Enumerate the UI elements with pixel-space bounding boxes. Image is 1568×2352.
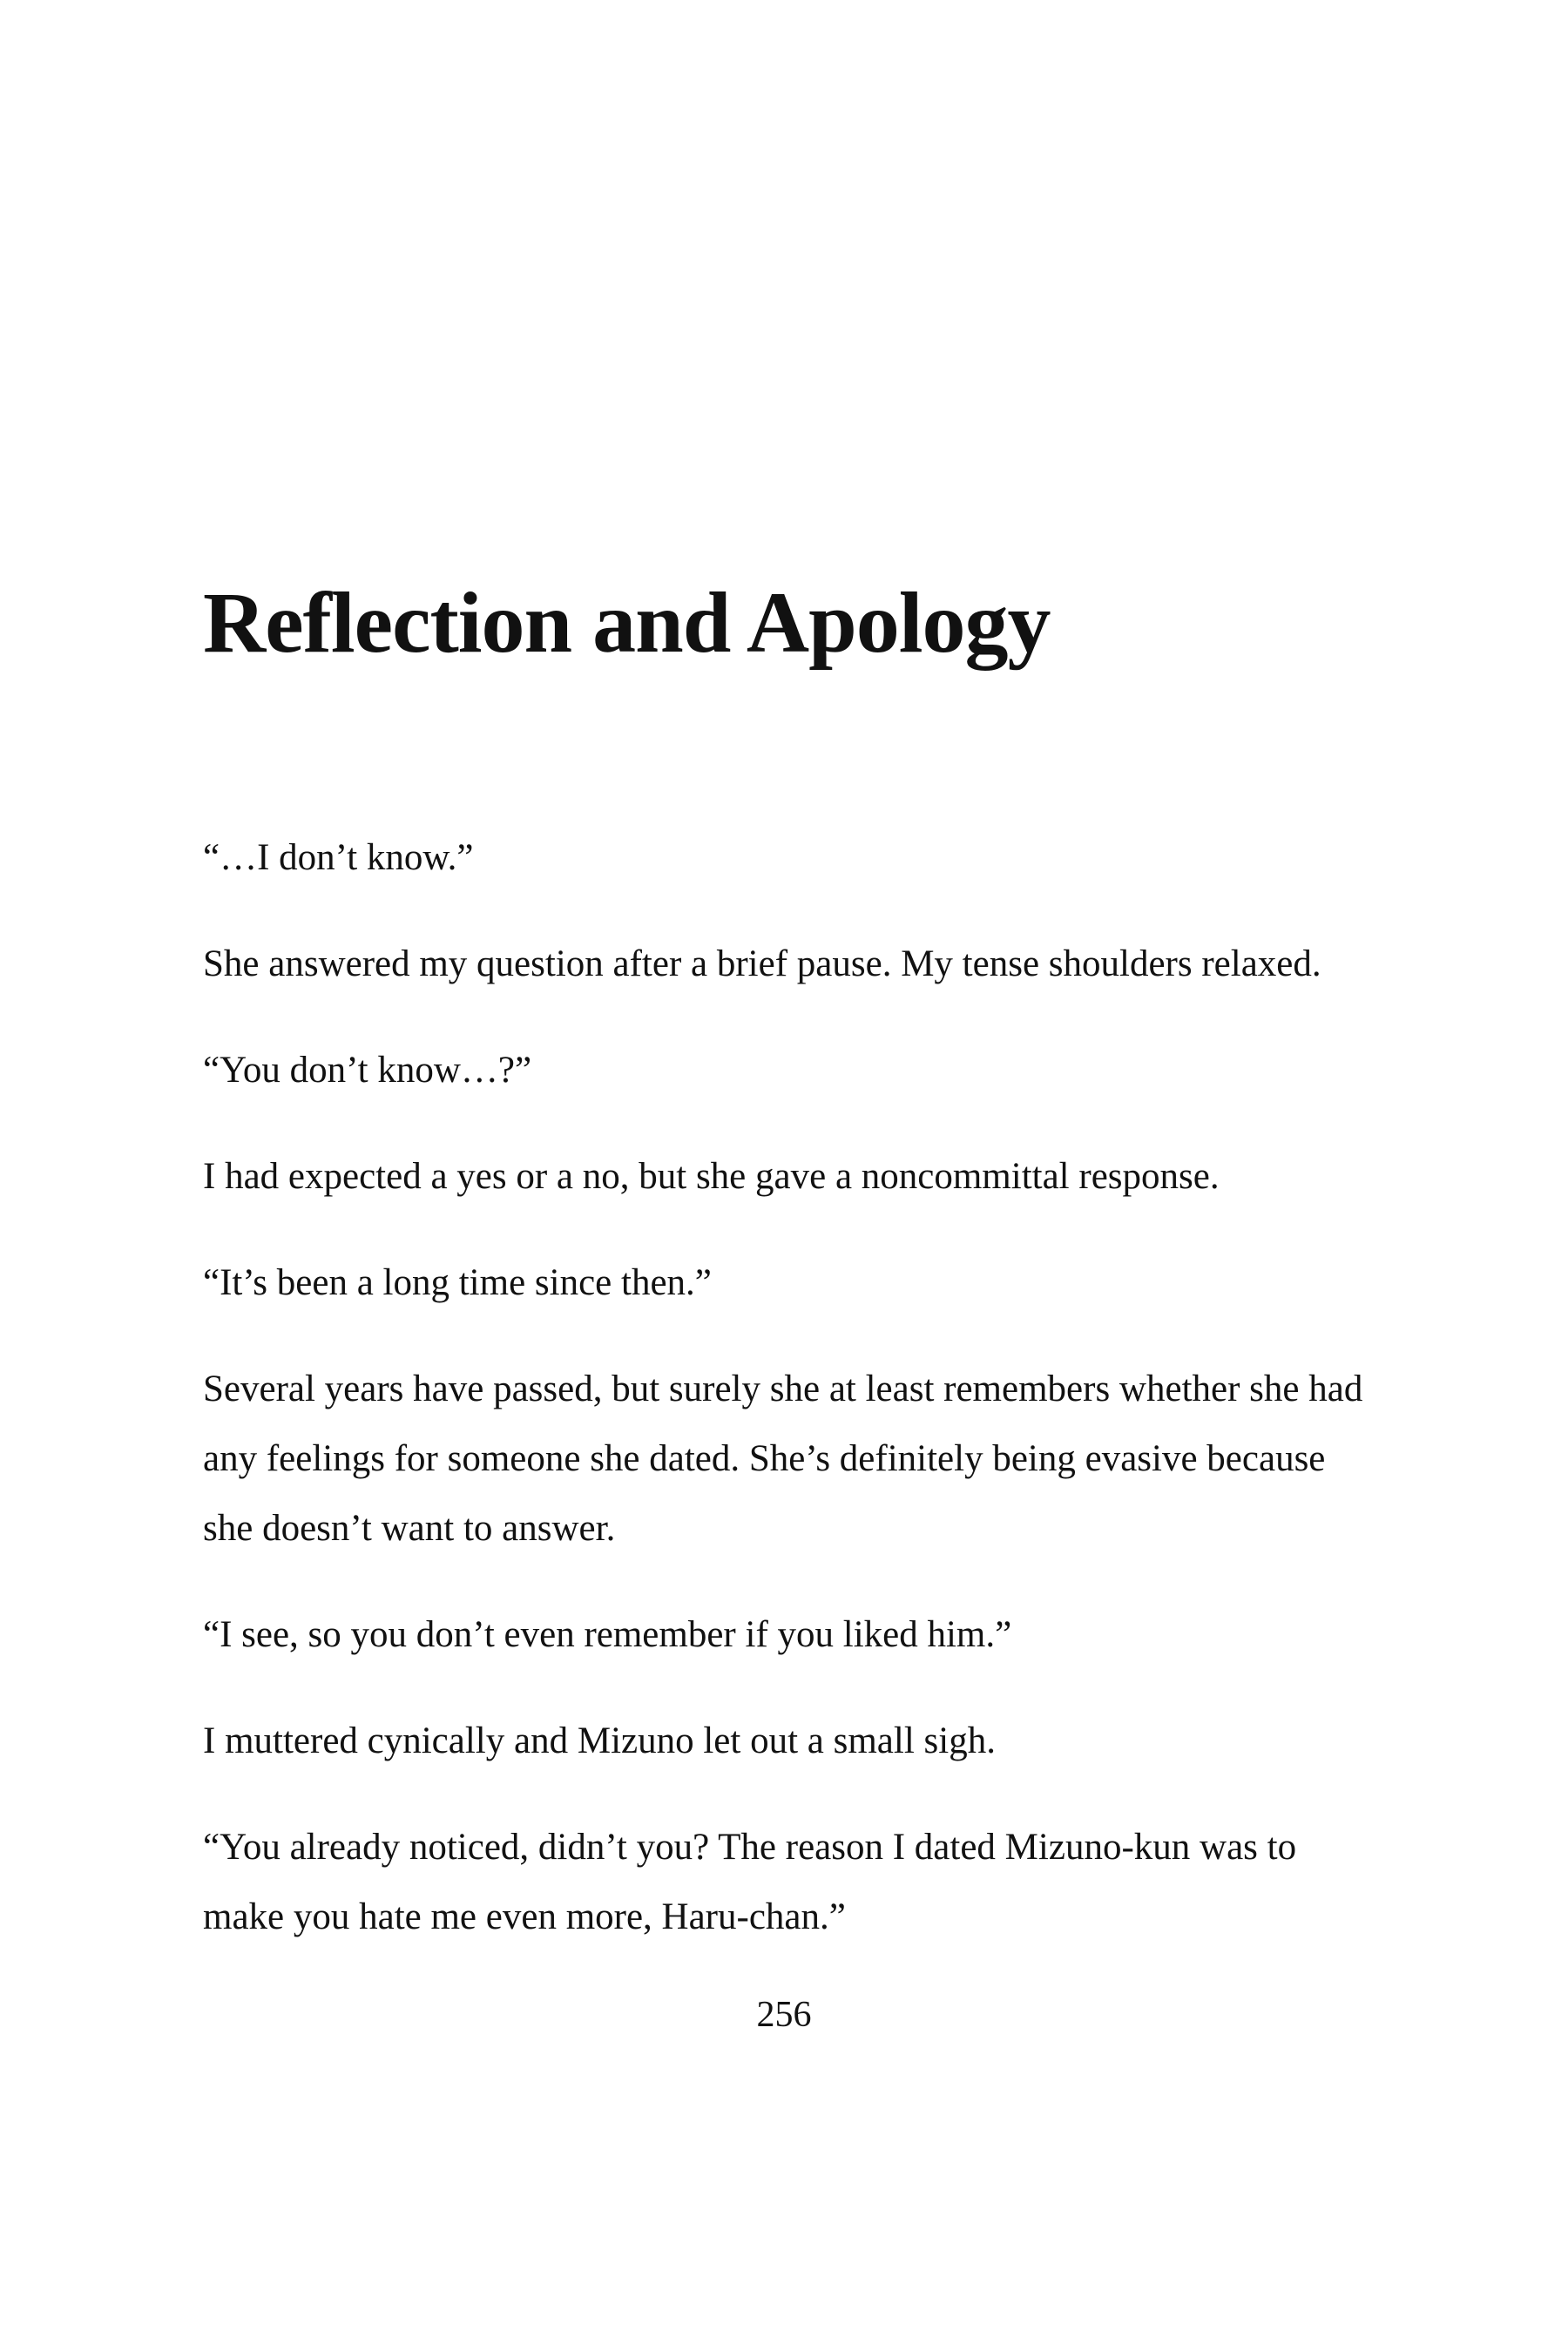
- paragraph: I muttered cynically and Mizuno let out a small sigh.: [203, 1720, 996, 1761]
- chapter-title: Reflection and Apology: [203, 574, 1051, 671]
- paragraph: “You already noticed, didn’t you? The reason I dated Mizuno-kun was to make you hate me even more, Haru-chan.”: [203, 1827, 1297, 1937]
- paragraph: “…I don’t know.”: [203, 837, 474, 878]
- paragraph: Several years have passed, but surely she at least remembers whether she had any feelings for someone she dated. She’s definitely being evasive because she doesn’t want to answer.: [203, 1369, 1363, 1549]
- paragraph: “It’s been a long time since then.”: [203, 1262, 712, 1303]
- body-text: [203, 823, 1370, 1989]
- paragraph: “You don’t know…?”: [203, 1050, 532, 1091]
- paragraph: I had expected a yes or a no, but she gave a noncommittal response.: [203, 1156, 1220, 1197]
- page-number: 256: [756, 1995, 812, 2035]
- paragraph: She answered my question after a brief pause. My tense shoulders relaxed.: [203, 943, 1321, 984]
- paragraph: “I see, so you don’t even remember if you liked him.”: [203, 1614, 1012, 1655]
